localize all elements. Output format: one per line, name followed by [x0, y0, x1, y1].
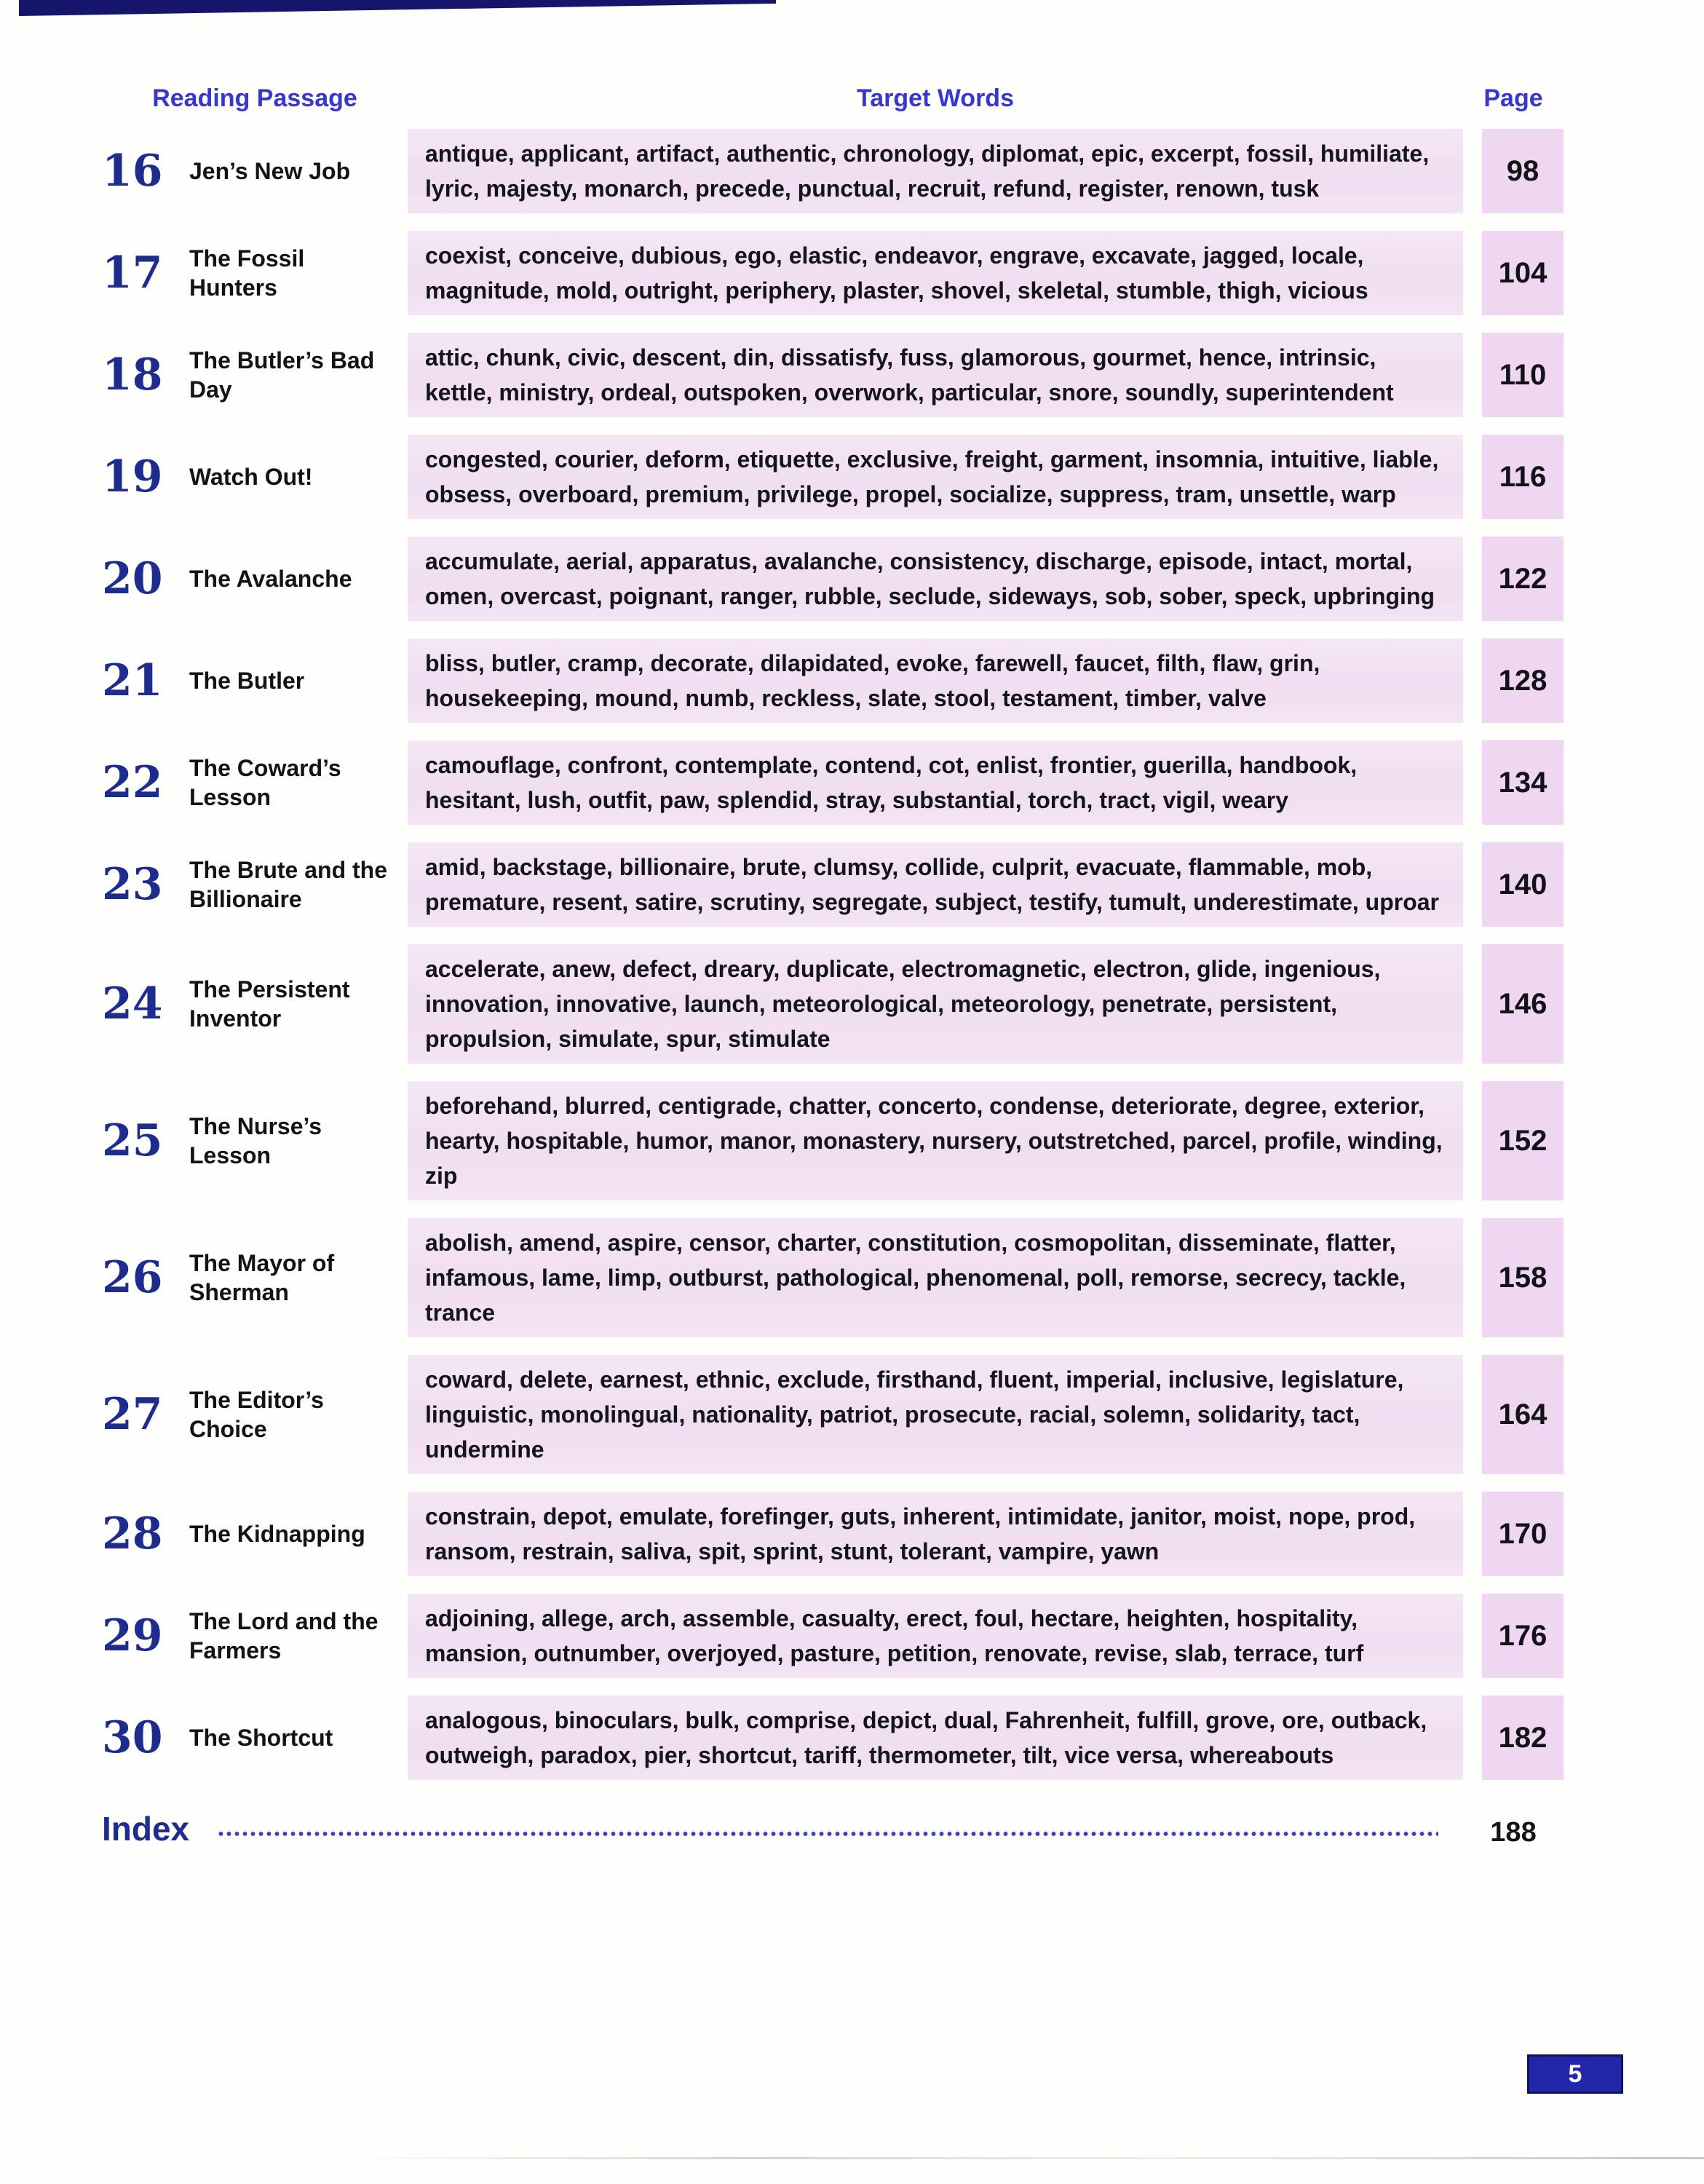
passage-title: The Mayor of Sherman — [189, 1250, 335, 1305]
top-scan-bar — [19, 0, 776, 16]
target-words-cell — [408, 435, 1463, 519]
target-words: accelerate, anew, defect, dreary, duplicate, electromagnetic, electron, glide, ingenious, innovation, innovative, launch, meteorological, meteorology, penetrate, persistent, propulsion, simulate, spur, stimulate — [425, 956, 1381, 1052]
target-words-cell — [408, 842, 1463, 927]
page-number: 140 — [1498, 868, 1548, 901]
page-number-cell — [1482, 1492, 1564, 1576]
unit-number: 27 — [102, 1389, 163, 1440]
page-number-cell — [1482, 842, 1564, 927]
page-number-cell — [1482, 333, 1564, 417]
toc-content — [102, 84, 1564, 1848]
target-words: amid, backstage, billionaire, brute, clumsy, collide, culprit, evacuate, flammable, mob, premature, resent, satire, scrutiny, segregate, subject, testify, tumult, underestimate, uproar — [425, 854, 1439, 915]
column-header-reading-passage: Reading Passage — [152, 84, 357, 112]
target-words-cell — [408, 537, 1463, 621]
toc-row — [102, 129, 1564, 213]
page-number-cell — [1482, 435, 1564, 519]
toc-row — [102, 537, 1564, 621]
toc-row — [102, 638, 1564, 723]
page-number-cell — [1482, 740, 1564, 825]
target-words: attic, chunk, civic, descent, din, dissatisfy, fuss, glamorous, gourmet, hence, intrinsic, kettle, ministry, ordeal, outspoken, overwork, particular, snore, soundly, superintendent — [425, 344, 1394, 405]
passage-title: Jen’s New Job — [189, 158, 351, 184]
unit-number: 25 — [102, 1115, 163, 1166]
toc-row — [102, 1218, 1564, 1337]
page-number: 152 — [1498, 1124, 1548, 1157]
toc-row — [102, 740, 1564, 825]
index-label: Index — [102, 1810, 190, 1848]
toc-row — [102, 435, 1564, 519]
unit-number: 26 — [102, 1252, 163, 1303]
page-number: 158 — [1498, 1261, 1548, 1294]
target-words: bliss, butler, cramp, decorate, dilapidated, evoke, farewell, faucet, filth, flaw, grin, housekeeping, mound, numb, reckless, slate, stool, testament, timber, valve — [425, 650, 1320, 711]
toc-row — [102, 1492, 1564, 1576]
passage-title: The Persistent Inventor — [189, 976, 350, 1032]
unit-number: 22 — [102, 757, 163, 808]
unit-number: 30 — [102, 1712, 163, 1763]
page-number-cell — [1482, 944, 1564, 1064]
index-row — [102, 1809, 1564, 1848]
toc-row — [102, 944, 1564, 1064]
page-number-cell — [1482, 129, 1564, 213]
page-number: 128 — [1498, 664, 1548, 697]
index-dotted-leader — [217, 1829, 1438, 1838]
target-words-cell — [408, 1696, 1463, 1780]
index-page-number: 188 — [1490, 1816, 1537, 1848]
column-header-page: Page — [1483, 84, 1543, 112]
target-words: abolish, amend, aspire, censor, charter, constitution, cosmopolitan, disseminate, flatter, infamous, lame, limp, outburst, pathological, phenomenal, poll, remorse, secrecy, tackle, trance — [425, 1230, 1406, 1326]
target-words: constrain, depot, emulate, forefinger, guts, inherent, intimidate, janitor, moist, nope, prod, ransom, restrain, saliva, spit, sprint, stunt, tolerant, vampire, yawn — [425, 1503, 1416, 1564]
toc-row — [102, 1696, 1564, 1780]
target-words: analogous, binoculars, bulk, comprise, depict, dual, Fahrenheit, fulfill, grove, ore, outback, outweigh, paradox, pier, shortcut, tariff, thermometer, tilt, vice versa, whereabouts — [425, 1707, 1427, 1768]
toc-row — [102, 333, 1564, 417]
page-number-cell — [1482, 1218, 1564, 1337]
page-number: 110 — [1499, 358, 1547, 391]
page-number: 176 — [1498, 1619, 1548, 1652]
target-words: accumulate, aerial, apparatus, avalanche, consistency, discharge, episode, intact, mortal, omen, overcast, poignant, ranger, rubble, seclude, sideways, sob, sober, speck, upbringing — [425, 548, 1435, 609]
unit-number: 29 — [102, 1610, 163, 1661]
target-words-cell — [408, 1492, 1463, 1576]
unit-number: 18 — [102, 349, 163, 400]
target-words: coexist, conceive, dubious, ego, elastic, endeavor, engrave, excavate, jagged, locale, magnitude, mold, outright, periphery, plaster, shovel, skeletal, stumble, thigh, vicious — [425, 242, 1368, 304]
unit-number: 23 — [102, 859, 163, 910]
page-number-cell — [1482, 1355, 1564, 1474]
column-header-target-words: Target Words — [857, 84, 1014, 112]
page-number-badge — [1527, 2054, 1623, 2094]
unit-number: 19 — [102, 451, 163, 502]
unit-number: 24 — [102, 978, 163, 1029]
page-number-cell — [1482, 537, 1564, 621]
target-words: antique, applicant, artifact, authentic, chronology, diplomat, epic, excerpt, fossil, humiliate, lyric, majesty, monarch, precede, punctual, recruit, refund, register, renown, tusk — [425, 141, 1430, 202]
passage-title: The Fossil Hunters — [189, 245, 305, 301]
unit-number: 28 — [102, 1508, 163, 1559]
target-words-cell — [408, 740, 1463, 825]
page-number-cell — [1482, 231, 1564, 315]
unit-number: 16 — [102, 146, 163, 197]
toc-row — [102, 1081, 1564, 1200]
target-words-cell — [408, 129, 1463, 213]
passage-title: The Butler — [189, 668, 305, 694]
page-number-cell — [1482, 638, 1564, 723]
toc-rows — [102, 129, 1564, 1780]
passage-title: The Kidnapping — [189, 1521, 365, 1547]
page-number-badge-value: 5 — [1568, 2060, 1582, 2088]
toc-row — [102, 231, 1564, 315]
toc-row — [102, 1594, 1564, 1678]
passage-title: The Lord and the Farmers — [189, 1608, 379, 1663]
target-words-cell — [408, 1355, 1463, 1474]
page-number: 98 — [1506, 154, 1539, 187]
target-words-cell — [408, 1081, 1463, 1200]
passage-title: The Coward’s Lesson — [189, 755, 341, 810]
page-number: 116 — [1499, 460, 1547, 493]
target-words-cell — [408, 638, 1463, 723]
target-words-cell — [408, 333, 1463, 417]
page-number: 146 — [1498, 987, 1548, 1020]
toc-row — [102, 842, 1564, 927]
target-words: coward, delete, earnest, ethnic, exclude, firsthand, fluent, imperial, inclusive, legislature, linguistic, monolingual, nationality, patriot, prosecute, racial, solemn, solidarity, tact, undermine — [425, 1366, 1404, 1463]
target-words: adjoining, allege, arch, assemble, casualty, erect, foul, hectare, heighten, hospitality, mansion, outnumber, overjoyed, pasture, petition, renovate, revise, slab, terrace, turf — [425, 1605, 1364, 1666]
page-number-cell — [1482, 1594, 1564, 1678]
scan-artifact-line — [342, 2157, 1704, 2159]
page-number: 164 — [1498, 1398, 1548, 1431]
page-number: 134 — [1498, 766, 1548, 799]
unit-number: 21 — [102, 655, 163, 706]
passage-title: The Butler’s Bad Day — [189, 347, 375, 403]
target-words-cell — [408, 231, 1463, 315]
passage-title: Watch Out! — [189, 464, 313, 490]
page-number: 104 — [1498, 256, 1548, 289]
page-number: 170 — [1498, 1517, 1548, 1550]
passage-title: The Nurse’s Lesson — [189, 1113, 322, 1168]
target-words-cell — [408, 1594, 1463, 1678]
page-number-cell — [1482, 1081, 1564, 1200]
toc-header — [102, 84, 1564, 113]
unit-number: 20 — [102, 553, 163, 604]
passage-title: The Avalanche — [189, 566, 352, 592]
page-number: 182 — [1498, 1721, 1548, 1754]
target-words-cell — [408, 1218, 1463, 1337]
passage-title: The Brute and the Billionaire — [189, 857, 388, 912]
passage-title: The Editor’s Choice — [189, 1387, 324, 1442]
toc-row — [102, 1355, 1564, 1474]
passage-title: The Shortcut — [189, 1725, 333, 1751]
target-words: beforehand, blurred, centigrade, chatter, concerto, condense, deteriorate, degree, exterior, hearty, hospitable, humor, manor, monastery, nursery, outstretched, parcel, profile, winding, zip — [425, 1093, 1443, 1189]
target-words: congested, courier, deform, etiquette, exclusive, freight, garment, insomnia, intuitive, liable, obsess, overboard, premium, privilege, propel, socialize, suppress, tram, unsettle, warp — [425, 446, 1439, 507]
page-number-cell — [1482, 1696, 1564, 1780]
page-number: 122 — [1498, 562, 1548, 595]
unit-number: 17 — [102, 248, 163, 298]
target-words-cell — [408, 944, 1463, 1064]
target-words: camouflage, confront, contemplate, contend, cot, enlist, frontier, guerilla, handbook, hesitant, lush, outfit, paw, splendid, stray, substantial, torch, tract, vigil, weary — [425, 752, 1358, 813]
